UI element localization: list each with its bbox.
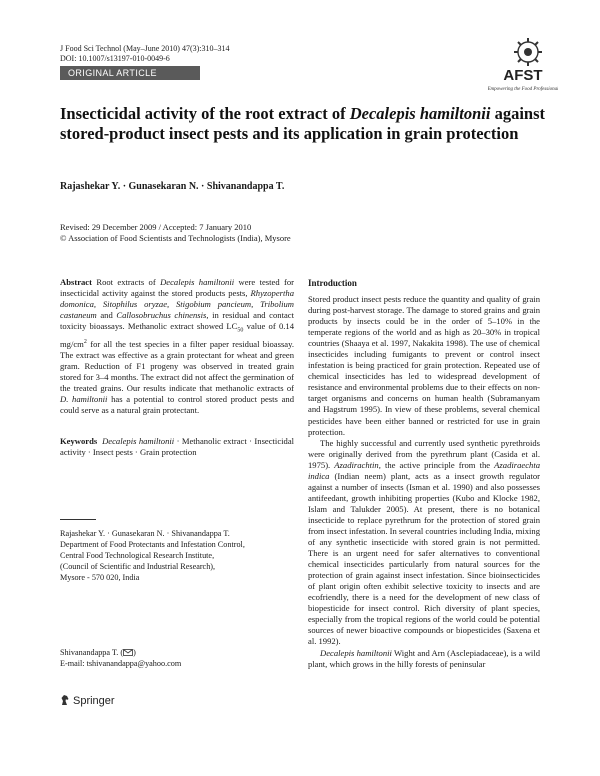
abstract: Abstract Root extracts of Decalepis hamiltonii were tested for insecticidal activity against the stored products pests, Rhyzopertha domonica, Sitophilus oryzae, Stigobium pancieum, Tribolium castaneum and Callosobruchus chinensis, in residual and contact toxicity bioassays. Methanolic extract showed $LC_{50}$ value of 0.14 $mg/cm^2$ for all the test species in a filter paper residual bioassay. The extract was effective as a grain protectant for wheat and green gram. Reduction of F1 progeny was observed in treated grain stored for 3–4 months. The extract did not affect the germination of the treated grains. Our results indicate that methanolic extracts of D. hamiltonii has a potential to control stored product pests and could serve as a natural grain protectant. xyxy=(60,277,295,416)
footnote-divider xyxy=(60,519,96,520)
journal-citation: J Food Sci Technol (May–June 2010) 47(3):310–314 xyxy=(60,44,230,53)
author-list: Rajashekar Y. · Gunasekaran N. · Shivanandappa T. xyxy=(60,181,285,192)
affiliation: Rajashekar Y. · Gunasekaran N. · Shivanandappa T. Department of Food Protectants and Infestation Control, Central Food Technological Research Institute, (Council of Scientific and Industrial Research), Mysore - 570 020, India xyxy=(60,528,298,583)
email-link[interactable]: E-mail: tshivanandappa@yahoo.com xyxy=(60,659,182,668)
article-dates: Revised: 29 December 2009 / Accepted: 7 January 2010 xyxy=(60,222,252,232)
affiliation-names: Rajashekar Y. · Gunasekaran N. · Shivanandappa T. xyxy=(60,529,230,538)
copyright-line: © Association of Food Scientists and Technologists (India), Mysore xyxy=(60,233,291,243)
introduction-body xyxy=(308,294,540,670)
corresponding-author: Shivanandappa T. ( ) xyxy=(60,648,136,657)
springer-footer: Springer xyxy=(60,694,115,709)
keywords: Keywords Decalepis hamiltonii · Methanolic extract · Insecticidal activity · Insect pests · Grain protection xyxy=(60,436,295,458)
afst-logo-graphic xyxy=(488,30,558,94)
intro-paragraph-3: Decalepis hamiltonii Wight and Arn (Asclepiadaceae), is a wild plant, which grows in the hilly forests of peninsular xyxy=(308,647,541,669)
intro-paragraph-1: Stored product insect pests reduce the quantity and quality of grain during post-harvest storage. The damage to stored grains and grain products by insects could be in the order of 5–10% in the temperate regions of the world and as high as 20–30% in tropical countries (Shaaya et al. 1997, Nakakita 1998). The use of chemical insecticides including fumigants to prevent or control insect infestation is being practiced for grain protection. Repeated use of chemical insecticides has led to widespread development of resistance and environmental problems due to their effects on non-target organisms and concerns on human health (Subramanyam and Hagstrum 1995). In view of these problems, several chemical pesticides have been either banned or restricted for use in grain protection. xyxy=(308,294,540,437)
doi: DOI: 10.1007/s13197-010-0049-6 xyxy=(60,54,170,63)
introduction-heading: Introduction xyxy=(308,278,357,288)
springer-horse-icon xyxy=(60,694,70,709)
article-title: Insecticidal activity of the root extract of Decalepis hamiltonii against stored-product insect pests and its application in grain protection xyxy=(60,104,546,143)
logo-wordmark: AFST xyxy=(503,67,543,84)
logo-tagline: Empowering the Food Professional xyxy=(488,87,558,92)
intro-paragraph-2: The highly successful and currently used synthetic pyrethroids were originally derived from the pyrethrum plant (Casida et al. 1975). Azadirachtin, the active principle from the Azadiraechta indica (Indian neem) plant, acts as a insect growth regulator against a number of insects (Isman et al. 1990) and also possesses antifeedant, growth inhibiting properties (Kubo and Klocke 1982, Islam and Talukder 2005). At present, there is no botanical insecticide to replace pyrethrum for the protection of stored grain from insect infestation. In several countries including India, mixing of any synthetic insecticide with stored grain is not permitted. There is an urgent need for safer alternatives to conventional chemical insecticides particularly from natural sources for the protection of grain against insect infestation. Since bioinsecticides of plant origin often exhibit selective toxicity to insects and are ecofriendly, there is a need for the development of new class of biopesticide for insect control. Rich diversity of plant species, especially from the tropical regions of the world could be potential sources of newer bioactive compounds or biopesticides (Saxena et al. 1992). xyxy=(308,437,540,647)
afst-logo xyxy=(488,30,558,94)
article-type-label: ORIGINAL ARTICLE xyxy=(68,68,157,78)
